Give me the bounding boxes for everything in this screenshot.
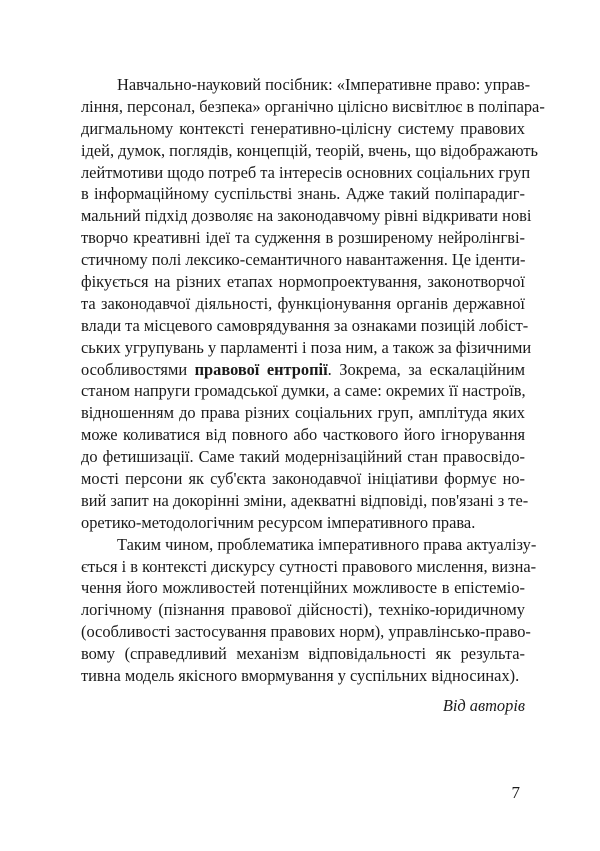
- paragraph-1: [81, 74, 545, 534]
- paragraph-2: [81, 534, 537, 687]
- text-line: Навчально-науковий посібник: «Імперативне право: управ-: [117, 75, 531, 94]
- text-line: ідей, думок, поглядів, концепцій, теорій, вчень, що відображають: [81, 140, 539, 160]
- text-line: до фетишизації. Саме такий модернізаційний стан правосвідо-: [81, 447, 525, 467]
- text-line: та законодавчої діяльності, функціонування органів державної: [81, 293, 525, 313]
- text-line: в інформаційному суспільстві знань. Адже такий поліпарадиг-: [81, 184, 525, 204]
- text-line: вому (справедливий механізм відповідальності як результа-: [81, 644, 525, 664]
- text-line: ських угрупувань у парламенті і поза ним, а також за фізичними: [81, 337, 532, 357]
- text-line: (особливості застосування правових норм), управлінсько-право-: [81, 622, 531, 642]
- document-body: [81, 74, 545, 717]
- text-line: мості персони як суб'єкта законодавчої ініціативи формує но-: [81, 469, 525, 489]
- text-line: логічному (пізнання правової дійсності), техніко-юридичному: [81, 600, 525, 620]
- text-line: вий запит на докорінні зміни, адекватні відповіді, пов'язані з те-: [81, 490, 529, 510]
- text-line: стичному полі лексико-семантичного навантаження. Це іденти-: [81, 250, 526, 270]
- page-number: 7: [511, 783, 520, 802]
- text-line: ління, персонал, безпека» органічно цілісно висвітлює в поліпара-: [81, 96, 545, 116]
- text-line: ється і в контексті дискурсу сутності правового мислення, визна-: [81, 556, 537, 576]
- text-line: дигмальному контексті генеративно-цілісну систему правових: [81, 118, 525, 138]
- text-line: тивна модель якісного вмормування у суспільних відносинах).: [81, 666, 520, 686]
- text-line: мальний підхід дозволяє на законодавчому рівні відкривати нові: [81, 206, 532, 226]
- text-line: чення його можливостей потенційних можливосте в епістеміо-: [81, 578, 525, 598]
- text-line: лейтмотиви щодо потреб та інтересів основних соціальних груп: [81, 162, 531, 182]
- text-line: Таким чином, проблематика імперативного права актуалізу-: [117, 534, 537, 554]
- text-line-with-emphasis: [81, 359, 525, 381]
- text-line: оретико-методологічним ресурсом імперативного права.: [81, 512, 476, 532]
- text-line: фікується на різних етапах нормопроектування, законотворчої: [81, 272, 525, 292]
- text-line: відношенням до права різних соціальних груп, амплітуда яких: [81, 403, 525, 423]
- text-line: може коливатися від повного або часткового його ігнорування: [81, 425, 525, 445]
- text-line: творчо креативні ідеї та судження в розширеному нейролінгві-: [81, 228, 525, 248]
- text-line: влади та місцевого самоврядування за ознаками позицій лобіст-: [81, 315, 529, 335]
- text-line: станом напруги громадської думки, а саме: окремих її настроїв,: [81, 381, 526, 401]
- emphasized-term: правової ентропії: [194, 359, 328, 379]
- authors-signature: Від авторів: [442, 695, 525, 715]
- text-segment: . Зокрема, за ескалаційним: [327, 359, 525, 379]
- text-segment: особливостями: [81, 359, 195, 379]
